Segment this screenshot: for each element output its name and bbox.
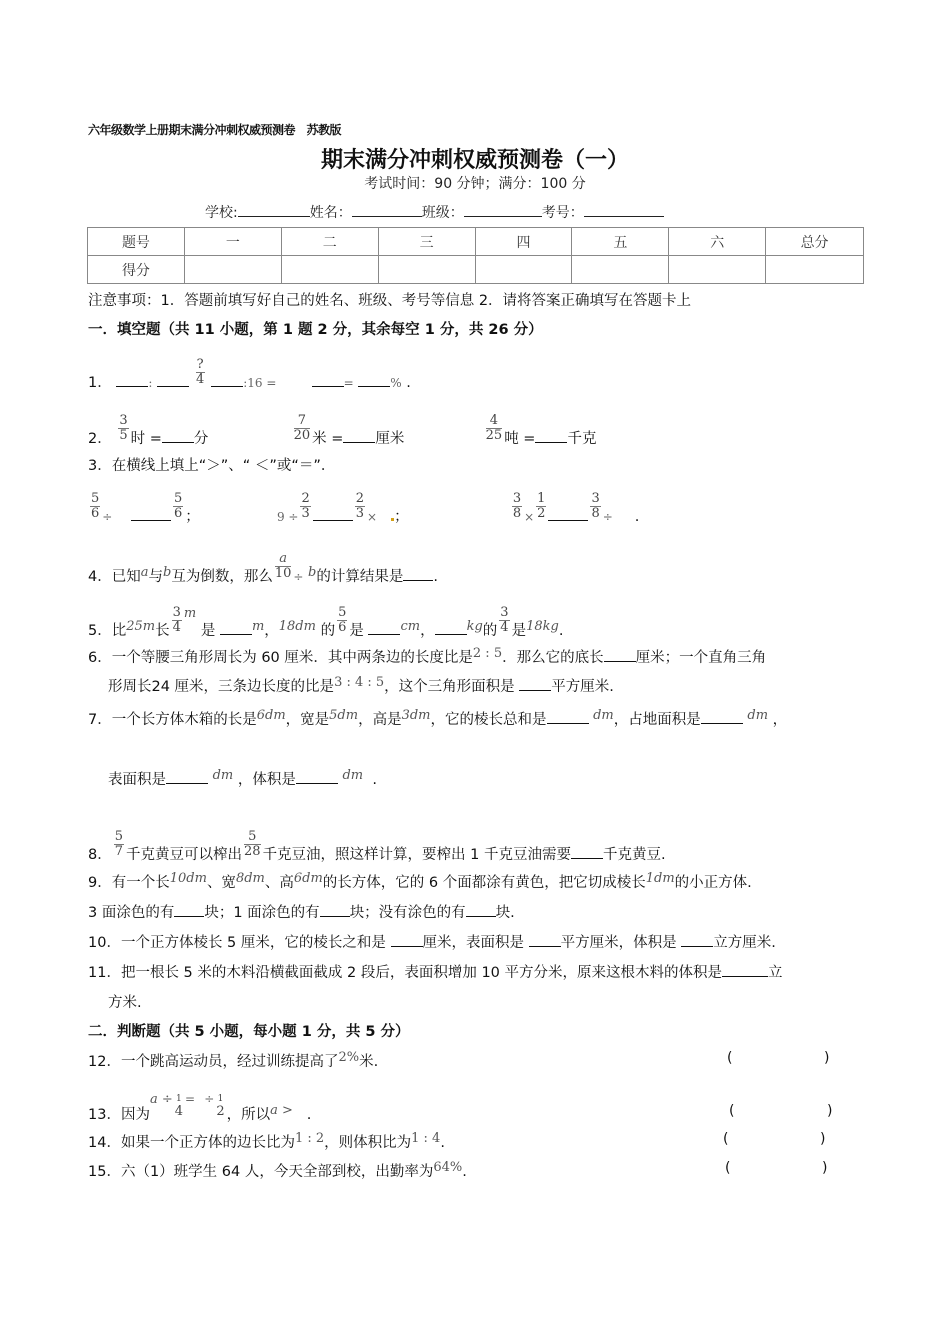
expression: 9 ÷ xyxy=(276,509,299,524)
score-input-cell[interactable] xyxy=(184,256,281,284)
value: 18dm xyxy=(278,618,316,634)
table-cell: 题号 xyxy=(88,228,185,256)
answer-blank[interactable] xyxy=(391,934,423,947)
question-9-line2 xyxy=(88,901,515,922)
text: 是 xyxy=(200,622,216,639)
period: . xyxy=(306,1107,312,1124)
school-label: 学校: xyxy=(205,205,238,221)
numerator: 4 xyxy=(486,414,503,429)
text: 互为倒数，那么 xyxy=(171,568,273,585)
answer-paren-open[interactable]: ( xyxy=(729,1103,735,1119)
table-cell: 三 xyxy=(378,228,475,256)
table-cell: 得分 xyxy=(88,256,185,284)
fraction xyxy=(275,552,292,582)
numerator: 1 xyxy=(537,491,546,506)
denominator: 3 xyxy=(355,506,365,522)
number-blank[interactable] xyxy=(584,203,664,217)
numerator: 3 xyxy=(172,605,181,620)
operator: × xyxy=(367,509,378,524)
numerator: 5 xyxy=(173,491,183,506)
denominator: 4 xyxy=(500,620,509,636)
numerator: 3 xyxy=(591,491,600,506)
numerator: 5 xyxy=(338,605,347,620)
unit: 厘米 xyxy=(375,430,405,447)
student-info-row xyxy=(205,202,664,222)
ratio: 1 : 2 xyxy=(294,1131,325,1146)
title-text: 期末满分冲刺权威预测卷（一） xyxy=(320,148,629,173)
answer-blank[interactable] xyxy=(571,846,603,859)
text: ．那么它的底长 xyxy=(502,650,604,666)
text: 块；1 面涂色的有 xyxy=(204,905,320,921)
text: 5．比 xyxy=(88,622,127,639)
period: . xyxy=(558,622,564,639)
school-blank[interactable] xyxy=(238,203,310,217)
text: ，体积是 xyxy=(237,772,296,788)
table-cell: 一 xyxy=(184,228,281,256)
denominator: 25 xyxy=(485,428,503,444)
comma: ， xyxy=(420,622,435,639)
numerator: a xyxy=(275,552,292,567)
answer-blank[interactable] xyxy=(320,904,350,917)
answer-paren-open[interactable]: ( xyxy=(727,1050,733,1066)
equals: = xyxy=(185,1092,196,1107)
fraction xyxy=(512,492,522,522)
text: 形周长24 厘米，三条边长度的比是 xyxy=(108,679,335,695)
fraction xyxy=(486,414,503,444)
fraction xyxy=(294,414,311,444)
table-cell: 二 xyxy=(281,228,378,256)
numerator: 1 xyxy=(176,1094,182,1104)
number-label: 考号： xyxy=(541,205,584,221)
fraction xyxy=(590,492,600,522)
denominator: 6 xyxy=(91,506,100,522)
text: 3 面涂色的有 xyxy=(88,905,175,921)
denominator: 8 xyxy=(591,506,600,522)
answer-blank[interactable] xyxy=(358,374,390,387)
text: 15．六（1）班学生 64 人，今天全部到校，出勤率为 xyxy=(88,1164,434,1180)
text: ，这个三角形面积是 xyxy=(384,679,515,695)
question-3-items xyxy=(88,491,640,532)
denominator: 4 xyxy=(174,1103,184,1119)
section-1-title: 一．填空题（共 11 小题，第 1 题 2 分，其余每空 1 分，共 26 分） xyxy=(88,322,543,338)
variable: b xyxy=(308,564,317,580)
answer-blank[interactable] xyxy=(131,508,171,521)
period: . xyxy=(634,508,640,525)
percent: % xyxy=(390,375,402,390)
operator: ÷ xyxy=(293,569,304,584)
value: 18kg xyxy=(526,618,559,634)
question-10 xyxy=(88,931,776,952)
score-input-cell[interactable] xyxy=(475,256,572,284)
table-cell: 总分 xyxy=(766,228,864,256)
answer-blank[interactable] xyxy=(157,374,189,387)
unit: dm xyxy=(593,708,614,723)
ratio: 3 : 4 : 5 xyxy=(334,675,385,690)
semicolon: ； xyxy=(394,508,409,525)
numerator: 3 xyxy=(119,413,128,428)
numerator: 3 xyxy=(512,491,522,506)
period: . xyxy=(406,374,411,391)
expression: a > xyxy=(270,1103,293,1119)
operator: ÷ xyxy=(602,509,613,524)
text: 10．一个正方体棱长 5 厘米，它的棱长之和是 xyxy=(88,935,386,951)
text: 13．因为 xyxy=(88,1107,150,1124)
value: 1dm xyxy=(645,871,675,886)
denominator: 28 xyxy=(244,844,261,860)
numerator: 1 xyxy=(217,1094,224,1104)
value: 64% xyxy=(433,1160,463,1175)
operator: ÷ xyxy=(102,509,113,524)
unit: 分 xyxy=(193,430,209,447)
numerator: 2 xyxy=(355,491,365,506)
fraction xyxy=(118,414,128,444)
text: 4．已知 xyxy=(88,568,141,585)
answer-blank[interactable] xyxy=(435,622,467,635)
table-cell: 四 xyxy=(475,228,572,256)
answer-paren-close[interactable]: ) xyxy=(824,1050,830,1066)
fraction xyxy=(216,1095,224,1119)
text: 平方厘米，体积是 xyxy=(560,935,677,951)
ratio: 1 : 4 xyxy=(411,1131,441,1146)
text: 的小正方体. xyxy=(674,875,752,891)
fraction xyxy=(536,492,546,522)
unit: dm xyxy=(342,768,364,783)
denominator: 20 xyxy=(293,428,311,444)
answer-paren-close[interactable]: ) xyxy=(822,1160,828,1176)
exam-subtitle: 六年级数学上册期末满分冲刺权威预测卷 苏教版 xyxy=(88,123,342,137)
answer-blank[interactable] xyxy=(681,934,713,947)
text: 与 xyxy=(148,568,163,585)
question-1 xyxy=(88,357,411,398)
answer-paren-close[interactable]: ) xyxy=(827,1103,833,1119)
semicolon: ； xyxy=(185,508,200,525)
answer-blank[interactable] xyxy=(296,771,338,784)
answer-blank[interactable] xyxy=(368,622,400,635)
text: 千克黄豆. xyxy=(603,846,666,863)
numerator: 5 xyxy=(91,491,100,506)
text: ，占地面积是 xyxy=(613,712,701,728)
answer-paren-open[interactable]: ( xyxy=(725,1160,731,1176)
text: 的计算结果是 xyxy=(316,568,404,585)
text: 表面积是 xyxy=(108,772,166,788)
question-15 xyxy=(88,1160,467,1181)
text: 12．一个跳高运动员，经过训练提高了 xyxy=(88,1054,339,1070)
question-6-line2 xyxy=(108,675,614,696)
class-label: 班级： xyxy=(421,205,464,221)
class-blank[interactable] xyxy=(464,203,542,217)
question-number: 2． xyxy=(88,430,112,447)
operator: ÷ xyxy=(204,1092,215,1107)
period: . xyxy=(372,772,377,788)
question-2 xyxy=(88,413,597,454)
text: 立方厘米. xyxy=(713,935,776,951)
answer-blank[interactable] xyxy=(211,374,243,387)
comma: ， xyxy=(264,622,279,639)
value: 5dm xyxy=(329,708,359,723)
numerator: ? xyxy=(196,357,204,372)
text: 块. xyxy=(495,905,515,921)
answer-paren-open[interactable]: ( xyxy=(723,1131,729,1147)
period: . xyxy=(433,568,438,585)
answer-blank[interactable] xyxy=(548,508,588,521)
question-7-line1 xyxy=(88,708,787,729)
text: 是 xyxy=(511,622,527,639)
text: 6．一个等腰三角形周长为 60 厘米．其中两条边的长度比是 xyxy=(88,650,473,666)
question-11-line2: 方米. xyxy=(108,995,142,1011)
ratio: 2 : 5 xyxy=(472,646,503,661)
question-6-line1 xyxy=(88,646,766,667)
text: 吨 = xyxy=(504,430,536,447)
text: 千克豆油，照这样计算，要榨出 1 千克豆油需要 xyxy=(262,846,572,863)
fraction xyxy=(172,606,182,636)
fraction xyxy=(90,492,100,522)
question-number: 1． xyxy=(88,374,112,391)
fraction xyxy=(175,1095,183,1119)
denominator: 4 xyxy=(195,372,205,388)
denominator: 7 xyxy=(114,844,124,860)
text: 时 = xyxy=(130,430,162,447)
value: 25m xyxy=(126,618,156,634)
text: 的长方体，它的 6 个面都涂有黄色，把它切成棱长 xyxy=(322,875,646,891)
denominator: 4 xyxy=(172,620,181,636)
text: ，则体积比为 xyxy=(324,1135,412,1151)
name-label: 姓名： xyxy=(309,205,352,221)
text: 长 xyxy=(155,622,170,639)
exam-info: 考试时间：90 分钟；满分：100 分 xyxy=(364,176,586,192)
text: 厘米，表面积是 xyxy=(422,935,525,951)
variable: a xyxy=(140,564,149,580)
answer-blank[interactable] xyxy=(116,374,148,387)
fraction xyxy=(355,492,365,522)
value: 10dm xyxy=(169,871,207,886)
period: . xyxy=(462,1164,467,1180)
answer-blank[interactable] xyxy=(529,934,561,947)
unit: dm xyxy=(747,708,769,723)
ratio-text: :16 = xyxy=(243,375,277,390)
unit: cm xyxy=(400,618,421,634)
value: 8dm xyxy=(235,871,265,886)
section-2-title: 二．判断题（共 5 小题，每小题 1 分，共 5 分） xyxy=(88,1024,410,1040)
fraction xyxy=(114,830,124,860)
answer-blank[interactable] xyxy=(535,430,567,443)
operator: × xyxy=(524,509,535,524)
answer-blank[interactable] xyxy=(722,964,768,977)
text: 千克黄豆可以榨出 xyxy=(126,846,243,863)
answer-blank[interactable] xyxy=(162,430,194,443)
text: 米 = xyxy=(312,430,344,447)
question-11-line1 xyxy=(88,961,783,982)
expression: a ÷ xyxy=(149,1092,173,1108)
score-input-cell[interactable] xyxy=(281,256,378,284)
fraction xyxy=(499,606,509,636)
numerator: 7 xyxy=(294,414,311,429)
denominator: 8 xyxy=(512,506,522,522)
text: ，高是 xyxy=(358,712,402,728)
answer-blank[interactable] xyxy=(174,904,204,917)
numerator: 5 xyxy=(114,829,124,844)
question-5 xyxy=(88,605,564,646)
answer-blank[interactable] xyxy=(220,622,252,635)
answer-paren-close[interactable]: ) xyxy=(820,1131,826,1147)
text: ，它的棱长总和是 xyxy=(430,712,547,728)
denominator: 6 xyxy=(338,620,347,636)
score-table xyxy=(87,227,864,284)
denominator: 10 xyxy=(274,566,292,582)
notice: 注意事项：1．答题前填写好自己的姓名、班级、考号等信息 2．请将答案正确填写在答题卡上 xyxy=(88,293,692,309)
score-input-cell[interactable] xyxy=(378,256,475,284)
fraction xyxy=(300,492,310,522)
score-input-cell[interactable] xyxy=(669,256,766,284)
denominator: 2 xyxy=(537,506,546,522)
unit: dm xyxy=(212,768,234,783)
variable: b xyxy=(163,564,172,580)
question-number: 8． xyxy=(88,846,112,863)
text: 立 xyxy=(768,965,783,981)
answer-blank[interactable] xyxy=(466,904,496,917)
answer-blank[interactable] xyxy=(312,374,344,387)
text: 7．一个长方体木箱的长是 xyxy=(88,712,257,728)
question-3-text: 3．在横线上填上“＞”、“ ＜”或“＝”． xyxy=(88,458,336,474)
numerator: 3 xyxy=(500,605,509,620)
answer-blank[interactable] xyxy=(519,678,551,691)
fraction xyxy=(337,606,347,636)
text: 是 xyxy=(349,622,364,639)
text: 块；没有涂色的有 xyxy=(349,905,466,921)
text: 的 xyxy=(482,622,498,639)
denominator: 3 xyxy=(301,506,310,522)
denominator: 6 xyxy=(173,506,183,522)
denominator: 5 xyxy=(119,428,128,444)
value: 3dm xyxy=(401,708,431,723)
text: 、宽 xyxy=(206,875,236,891)
name-blank[interactable] xyxy=(352,203,422,217)
period: . xyxy=(440,1135,445,1151)
value: 6dm xyxy=(256,708,286,723)
question-14 xyxy=(88,1131,445,1152)
numerator: 2 xyxy=(301,491,310,506)
text: 平方厘米. xyxy=(551,679,614,695)
answer-blank[interactable] xyxy=(343,430,375,443)
question-8 xyxy=(88,829,666,870)
text: ，所以 xyxy=(226,1107,271,1124)
denominator: 2 xyxy=(216,1103,225,1119)
table-cell: 五 xyxy=(572,228,669,256)
unit: m xyxy=(183,605,197,621)
fraction xyxy=(244,830,261,860)
text: 11．把一根长 5 米的木料沿横截面截成 2 段后，表面积增加 10 平方分米，原来这根木料的体积是 xyxy=(88,965,723,981)
value: 2% xyxy=(338,1050,360,1065)
score-input-cell[interactable] xyxy=(766,256,864,284)
table-row xyxy=(88,256,864,284)
value: 6dm xyxy=(293,871,323,886)
text: 、高 xyxy=(264,875,294,891)
page-title xyxy=(0,143,950,174)
text: 的 xyxy=(320,622,336,639)
fraction xyxy=(196,358,205,388)
equals: = xyxy=(343,375,354,390)
unit: m xyxy=(251,618,265,634)
text: 厘米；一个直角三角 xyxy=(635,650,767,666)
text: 14．如果一个正方体的边长比为 xyxy=(88,1135,295,1151)
table-row xyxy=(88,228,864,256)
text: ，宽是 xyxy=(285,712,330,728)
unit: 千克 xyxy=(567,430,597,447)
fraction xyxy=(173,492,183,522)
score-input-cell[interactable] xyxy=(572,256,669,284)
comma: ， xyxy=(772,712,788,728)
answer-blank[interactable] xyxy=(313,508,353,521)
answer-blank[interactable] xyxy=(166,771,208,784)
text: 米. xyxy=(359,1054,379,1070)
answer-blank[interactable] xyxy=(403,568,433,581)
question-13 xyxy=(88,1092,312,1127)
numerator: 5 xyxy=(244,830,261,845)
answer-blank[interactable] xyxy=(547,711,589,724)
question-9-line1 xyxy=(88,871,752,892)
question-12 xyxy=(88,1050,378,1071)
answer-blank[interactable] xyxy=(604,649,636,662)
question-4 xyxy=(88,551,438,592)
text: 9．有一个长 xyxy=(88,875,170,891)
unit: kg xyxy=(466,618,483,634)
table-cell: 六 xyxy=(669,228,766,256)
question-7-line2 xyxy=(108,768,377,789)
colon: : xyxy=(148,375,153,390)
answer-blank[interactable] xyxy=(701,711,743,724)
